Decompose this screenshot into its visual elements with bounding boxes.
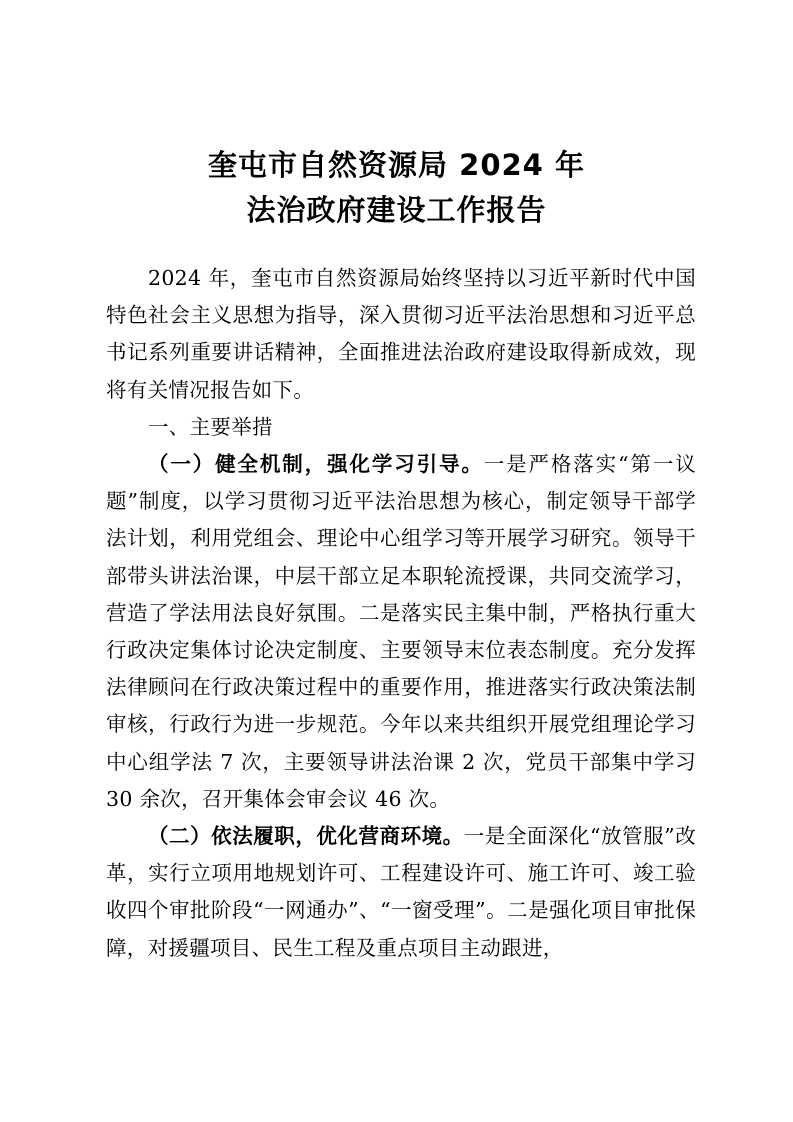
subsection-1-heading: （一）健全机制，强化学习引导。 <box>148 452 484 477</box>
subsection-2-text: 一是全面深化“放管服”改革，实行立项用地规划许可、工程建设许可、施工许可、竣工验收四个审批阶段“一网通办”、“一窗受理”。二是强化项目审批保障，对援疆项目、民生工程及重点项目主动跟进， <box>106 824 697 960</box>
subsection-paragraph-2 <box>106 818 696 967</box>
section-heading-main-measures: 一、主要举措 <box>148 414 273 439</box>
intro-paragraph: 2024 年，奎屯市自然资源局始终坚持以习近平新时代中国特色社会主义思想为指导，深入贯彻习近平法治思想和习近平总书记系列重要讲话精神，全面推进法治政府建设取得新成效，现将有关情况报告如下。 <box>106 266 696 402</box>
document-title-line-2: 法治政府建设工作报告 <box>246 193 547 227</box>
document-body <box>106 260 696 967</box>
subsection-1-text: 一是严格落实“第一议题”制度，以学习贯彻习近平法治思想为核心，制定领导干部学法计划，利用党组会、理论中心组学习等开展学习研究。领导干部带头讲法治课，中层干部立足本职轮流授课，共同交流学习，营造了学法用法良好氛围。二是落实民主集中制，严格执行重大行政决定集体讨论决定制度、主要领导末位表态制度。充分发挥法律顾问在行政决策过程中的重要作用，推进落实行政决策法制审核，行政行为进一步规范。今年以来共组织开展党组理论学习中心组学法 7 次，主要领导讲法治课 2 次，党员干部集中学习 30 余次，召开集体会审会议 46 次。 <box>106 452 697 811</box>
subsection-paragraph-1 <box>106 446 696 818</box>
subsection-2-heading: （二）依法履职，优化营商环境。 <box>148 824 464 849</box>
document-title-line-1: 奎屯市自然资源局 2024 年 <box>208 148 585 182</box>
